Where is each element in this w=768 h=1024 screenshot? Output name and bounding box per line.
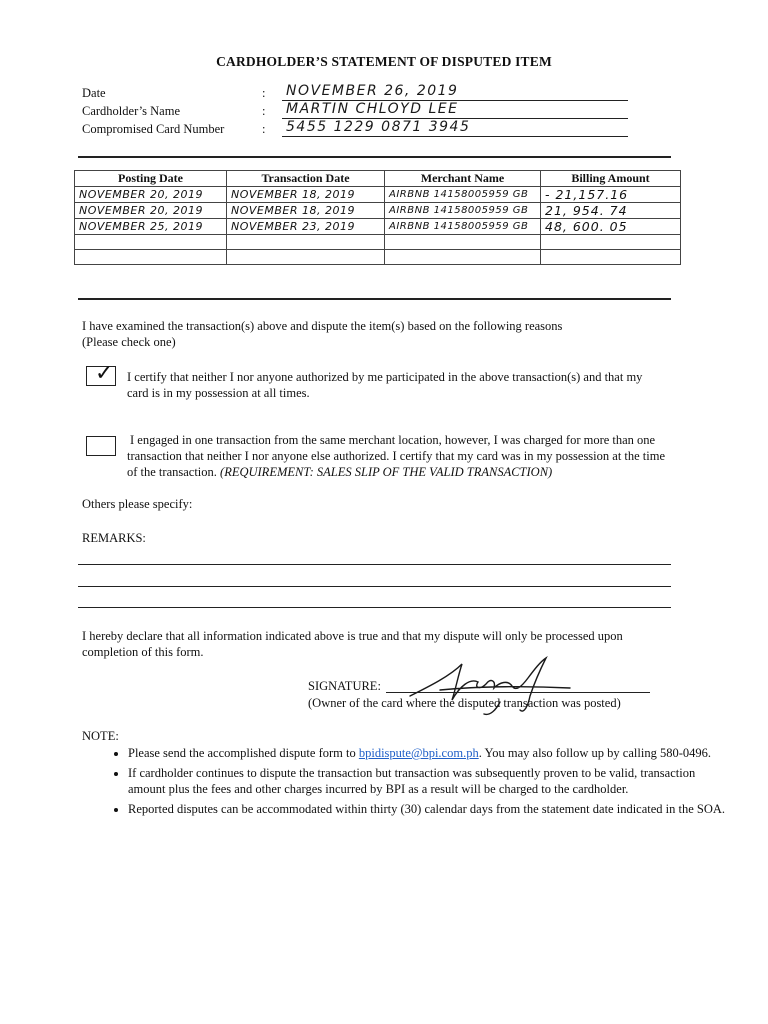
- check-mark-icon: ✓: [95, 361, 114, 386]
- table-divider: [78, 298, 671, 300]
- remarks-label: REMARKS:: [82, 531, 146, 545]
- merchant-name-header: Merchant Name: [385, 171, 541, 187]
- notes-list: [82, 745, 728, 821]
- note-item-email-post: . You may also follow up by calling 580-0496.: [478, 746, 711, 760]
- posting-date-cell: NOVEMBER 20, 2019: [75, 187, 227, 203]
- table-row: [75, 235, 681, 250]
- table-header-row: [75, 171, 681, 187]
- card-number-colon: :: [262, 122, 266, 136]
- signature-label: SIGNATURE:: [308, 679, 381, 693]
- billing-amount-header: Billing Amount: [541, 171, 681, 187]
- merchant-name-cell: AIRBNB 14158005959 GB: [385, 219, 541, 235]
- table-row: [75, 187, 681, 203]
- option2-text-line3: [127, 464, 667, 480]
- table-row: [75, 203, 681, 219]
- cardholder-name-label: Cardholder’s Name: [82, 104, 181, 118]
- option2-text-line1: I engaged in one transaction from the same merchant location, however, I was charged for more than one: [130, 433, 656, 447]
- transaction-table: [74, 170, 681, 265]
- option2-checkbox[interactable]: [86, 436, 116, 456]
- note-heading: NOTE:: [82, 729, 119, 743]
- posting-date-cell: [75, 235, 227, 250]
- billing-amount-cell: [541, 250, 681, 265]
- signature-note: (Owner of the card where the disputed transaction was posted): [308, 696, 621, 710]
- remarks-line[interactable]: [78, 607, 671, 608]
- option1-text-line2: card is in my possession at all times.: [127, 386, 310, 400]
- date-label: Date: [82, 86, 106, 100]
- option2-text-line2: transaction that neither I nor anyone else authorized. I certify that my card was in my possession at the time: [127, 449, 666, 463]
- note-item-valid-transaction: • If cardholder continues to dispute the transaction but transaction was subsequently proven to be valid, transaction amount plus the fees and other charges incurred by BPI as a result will be charged to the cardholder.: [128, 765, 728, 797]
- remarks-line[interactable]: [78, 586, 671, 587]
- requirement-note: (REQUIREMENT: SALES SLIP OF THE VALID TRANSACTION): [220, 465, 553, 479]
- table-row: [75, 219, 681, 235]
- card-number-label: Compromised Card Number: [82, 122, 225, 136]
- billing-amount-cell: [541, 235, 681, 250]
- posting-date-cell: NOVEMBER 25, 2019: [75, 219, 227, 235]
- merchant-name-cell: [385, 250, 541, 265]
- posting-date-cell: NOVEMBER 20, 2019: [75, 203, 227, 219]
- others-specify-label: Others please specify:: [82, 497, 193, 511]
- date-value: NOVEMBER 26, 2019: [286, 83, 459, 99]
- declaration-line2: completion of this form.: [82, 645, 204, 659]
- table-row: [75, 250, 681, 265]
- billing-amount-cell: 48, 600. 05: [541, 219, 681, 235]
- merchant-name-cell: [385, 235, 541, 250]
- transaction-date-cell: NOVEMBER 18, 2019: [227, 187, 385, 203]
- cardholder-name-value: MARTIN CHLOYD LEE: [286, 101, 459, 117]
- note-item-email-pre: Please send the accomplished dispute form to: [128, 746, 359, 760]
- billing-amount-cell: - 21,157.16: [541, 187, 681, 203]
- billing-amount-cell: 21, 954. 74: [541, 203, 681, 219]
- card-number-value: 5455 1229 0871 3945: [286, 119, 471, 135]
- merchant-name-cell: AIRBNB 14158005959 GB: [385, 203, 541, 219]
- cardholder-name-colon: :: [262, 104, 266, 118]
- reasons-intro: I have examined the transaction(s) above and dispute the item(s) based on the following reasons: [82, 319, 563, 333]
- card-number-line: [282, 136, 628, 137]
- transaction-date-header: Transaction Date: [227, 171, 385, 187]
- merchant-name-cell: AIRBNB 14158005959 GB: [385, 187, 541, 203]
- transaction-date-cell: [227, 250, 385, 265]
- declaration-line1: I hereby declare that all information indicated above is true and that my dispute will only be processed upon: [82, 629, 623, 643]
- option1-checkbox[interactable]: [86, 361, 116, 386]
- option2-text-line3-plain: of the transaction.: [127, 465, 221, 479]
- transaction-date-cell: NOVEMBER 23, 2019: [227, 219, 385, 235]
- posting-date-header: Posting Date: [75, 171, 227, 187]
- header-divider: [78, 156, 671, 158]
- date-colon: :: [262, 86, 266, 100]
- transaction-date-cell: [227, 235, 385, 250]
- remarks-line[interactable]: [78, 564, 671, 565]
- form-title: CARDHOLDER’S STATEMENT OF DISPUTED ITEM: [216, 54, 552, 69]
- note-item-email: [128, 745, 728, 761]
- note-item-thirty-days: • Reported disputes can be accommodated within thirty (30) calendar days from the statement date indicated in the SOA.: [128, 801, 728, 817]
- option1-text-line1: I certify that neither I nor anyone authorized by me participated in the above transaction(s) and that my: [127, 370, 643, 384]
- posting-date-cell: [75, 250, 227, 265]
- transaction-date-cell: NOVEMBER 18, 2019: [227, 203, 385, 219]
- dispute-email-link[interactable]: bpidispute@bpi.com.ph: [358, 746, 479, 760]
- reasons-intro-note: (Please check one): [82, 335, 176, 349]
